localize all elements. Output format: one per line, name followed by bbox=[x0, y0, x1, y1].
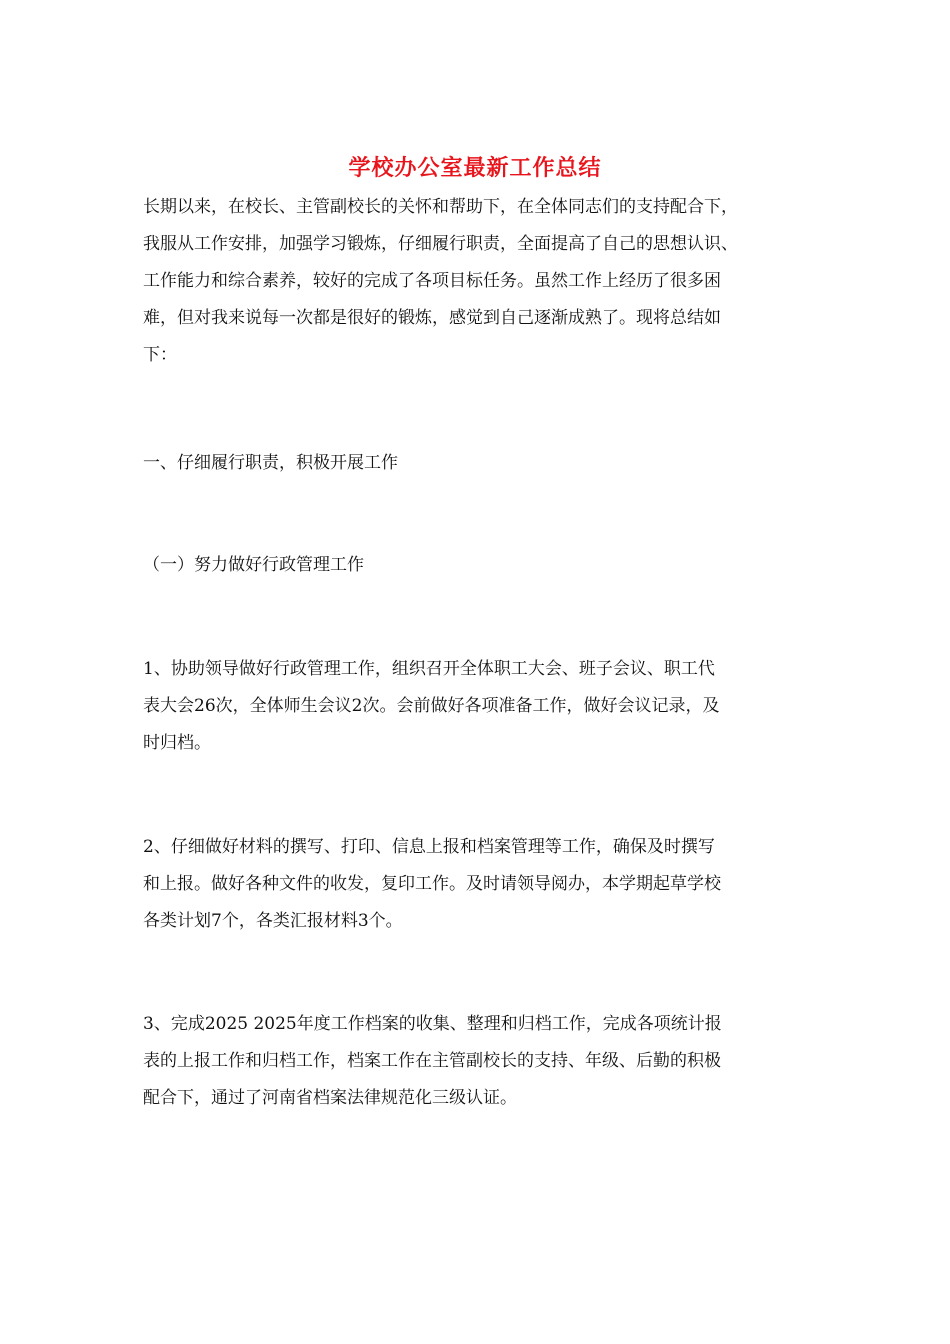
item-paragraph-2 bbox=[143, 829, 811, 940]
section-heading bbox=[143, 445, 811, 482]
text-line: 时归档。 bbox=[143, 733, 211, 753]
heading-text: 一、仔细履行职责，积极开展工作 bbox=[143, 453, 398, 473]
item-paragraph-1 bbox=[143, 651, 811, 762]
text-line: 难，但对我来说每一次都是很好的锻炼，感觉到自己逐渐成熟了。现将总结如 bbox=[143, 308, 721, 328]
text-line: 我服从工作安排，加强学习锻炼，仔细履行职责，全面提高了自己的思想认识、 bbox=[143, 234, 738, 254]
text-line: 工作能力和综合素养，较好的完成了各项目标任务。虽然工作上经历了很多困 bbox=[143, 271, 721, 291]
text-line: 表的上报工作和归档工作，档案工作在主管副校长的支持、年级、后勤的积极 bbox=[143, 1051, 721, 1071]
heading-text: （一）努力做好行政管理工作 bbox=[143, 555, 364, 575]
text-line: 各类计划7个，各类汇报材料3个。 bbox=[143, 911, 403, 931]
text-line: 3、完成2025 2025年度工作档案的收集、整理和归档工作，完成各项统计报 bbox=[143, 1014, 722, 1034]
text-line: 配合下，通过了河南省档案法律规范化三级认证。 bbox=[143, 1088, 517, 1108]
item-paragraph-3 bbox=[143, 1006, 811, 1117]
subsection-heading bbox=[143, 547, 811, 584]
document-title: 学校办公室最新工作总结 bbox=[348, 155, 602, 181]
intro-paragraph bbox=[143, 189, 811, 374]
text-line: 表大会26次，全体师生会议2次。会前做好各项准备工作，做好会议记录，及 bbox=[143, 696, 720, 716]
text-line: 1、协助领导做好行政管理工作，组织召开全体职工大会、班子会议、职工代 bbox=[143, 659, 715, 679]
text-line: 长期以来，在校长、主管副校长的关怀和帮助下，在全体同志们的支持配合下， bbox=[143, 197, 738, 217]
text-line: 2、仔细做好材料的撰写、打印、信息上报和档案管理等工作，确保及时撰写 bbox=[143, 837, 715, 857]
text-line: 下： bbox=[143, 345, 177, 365]
text-line: 和上报。做好各种文件的收发，复印工作。及时请领导阅办，本学期起草学校 bbox=[143, 874, 721, 894]
